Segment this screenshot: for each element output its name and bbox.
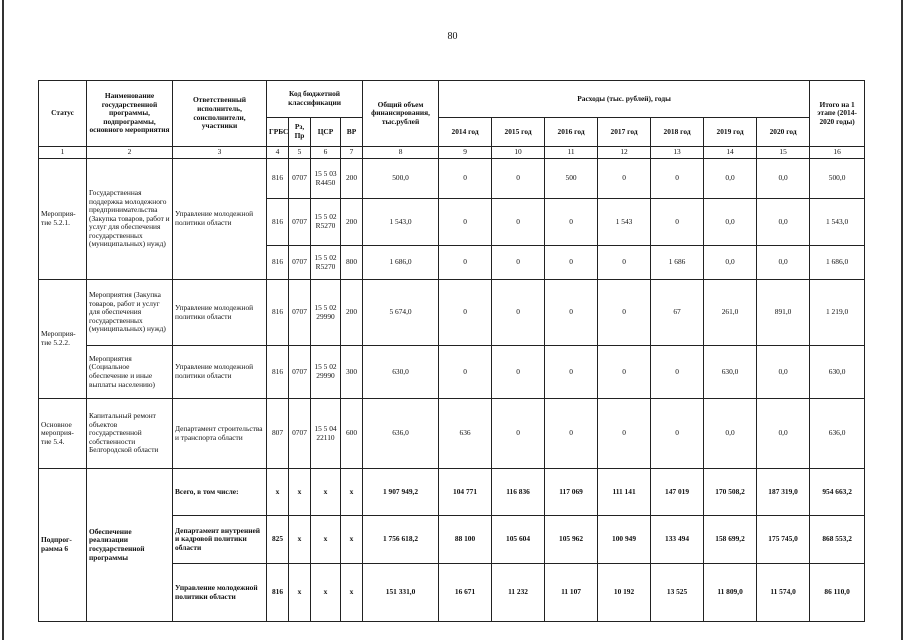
- cell-csr: 15 5 02 29990: [311, 346, 341, 399]
- cell-2019: 0,0: [704, 246, 757, 280]
- row-responsible: Управление молодежной политики области: [173, 159, 267, 280]
- cell-total: 636,0: [363, 399, 439, 469]
- column-number: 9: [439, 147, 492, 159]
- cell-2018: 147 019: [651, 469, 704, 516]
- cell-2016: 11 107: [545, 564, 598, 622]
- cell-2014: 88 100: [439, 516, 492, 564]
- row-name: Обеспечение реализации государственной программы: [87, 469, 173, 622]
- cell-2017: 0: [598, 346, 651, 399]
- cell-2016: 0: [545, 280, 598, 346]
- cell-2019: 261,0: [704, 280, 757, 346]
- header-grbs: ГРБС: [267, 118, 289, 147]
- column-number: 16: [810, 147, 865, 159]
- cell-2016: 0: [545, 399, 598, 469]
- cell-2014: 16 671: [439, 564, 492, 622]
- cell-stage-total: 630,0: [810, 346, 865, 399]
- cell-2015: 0: [492, 246, 545, 280]
- cell-csr: 15 5 02 29990: [311, 280, 341, 346]
- cell-2020: 0,0: [757, 399, 810, 469]
- cell-stage-total: 636,0: [810, 399, 865, 469]
- column-number: 6: [311, 147, 341, 159]
- cell-2014: 0: [439, 246, 492, 280]
- table-row: [39, 469, 865, 516]
- cell-rzpr: 0707: [289, 280, 311, 346]
- cell-stage-total: 1 219,0: [810, 280, 865, 346]
- header-year: 2016 год: [545, 118, 598, 147]
- cell-grbs: 816: [267, 159, 289, 199]
- cell-rzpr: х: [289, 516, 311, 564]
- cell-2020: 175 745,0: [757, 516, 810, 564]
- left-scan-edge: [2, 0, 4, 640]
- cell-2014: 0: [439, 159, 492, 199]
- row-responsible: Управление молодежной политики области: [173, 346, 267, 399]
- column-number: 4: [267, 147, 289, 159]
- header-responsible: Ответственный исполнитель, соисполнители, участники: [173, 81, 267, 147]
- column-number: 15: [757, 147, 810, 159]
- row-responsible: Управление молодежной политики области: [173, 280, 267, 346]
- cell-grbs: 816: [267, 564, 289, 622]
- row-status: Подпрог-рамма 6: [39, 469, 87, 622]
- cell-2019: 158 699,2: [704, 516, 757, 564]
- row-name: Мероприятия (Закупка товаров, работ и услуг для обеспечения государственных (муниципальных) нужд): [87, 280, 173, 346]
- row-responsible: Департамент внутренней и кадровой политики области: [173, 516, 267, 564]
- cell-csr: 15 5 03 R4450: [311, 159, 341, 199]
- cell-2020: 0,0: [757, 346, 810, 399]
- cell-2020: 187 319,0: [757, 469, 810, 516]
- cell-stage-total: 1 543,0: [810, 199, 865, 246]
- right-scan-edge: [901, 0, 903, 640]
- header-vr: ВР: [341, 118, 363, 147]
- cell-2020: 0,0: [757, 199, 810, 246]
- column-number: 10: [492, 147, 545, 159]
- cell-2014: 0: [439, 199, 492, 246]
- cell-2019: 630,0: [704, 346, 757, 399]
- cell-2015: 0: [492, 280, 545, 346]
- cell-2017: 0: [598, 280, 651, 346]
- table-row: [39, 280, 865, 346]
- cell-rzpr: 0707: [289, 199, 311, 246]
- cell-vr: х: [341, 469, 363, 516]
- cell-2018: 13 525: [651, 564, 704, 622]
- table-row: [39, 159, 865, 199]
- row-responsible: Департамент строительства и транспорта области: [173, 399, 267, 469]
- cell-grbs: 816: [267, 246, 289, 280]
- cell-vr: х: [341, 516, 363, 564]
- cell-rzpr: х: [289, 564, 311, 622]
- column-number: 5: [289, 147, 311, 159]
- column-number: 11: [545, 147, 598, 159]
- cell-csr: х: [311, 564, 341, 622]
- cell-2019: 11 809,0: [704, 564, 757, 622]
- cell-2016: 0: [545, 199, 598, 246]
- header-name: Наименование государственной программы, подпрограммы, основного мероприятия: [87, 81, 173, 147]
- cell-vr: 300: [341, 346, 363, 399]
- cell-2019: 0,0: [704, 199, 757, 246]
- cell-2015: 0: [492, 399, 545, 469]
- row-status: Мероприя-тие 5.2.2.: [39, 280, 87, 399]
- cell-total: 630,0: [363, 346, 439, 399]
- cell-2017: 0: [598, 246, 651, 280]
- cell-stage-total: 86 110,0: [810, 564, 865, 622]
- header-budget-code: Код бюджетной классификации: [267, 81, 363, 118]
- cell-stage-total: 954 663,2: [810, 469, 865, 516]
- cell-vr: 800: [341, 246, 363, 280]
- cell-2015: 0: [492, 159, 545, 199]
- cell-grbs: 816: [267, 199, 289, 246]
- cell-grbs: 816: [267, 346, 289, 399]
- cell-2015: 0: [492, 199, 545, 246]
- row-status: Мероприя-тие 5.2.1.: [39, 159, 87, 280]
- cell-2014: 104 771: [439, 469, 492, 516]
- cell-total: 5 674,0: [363, 280, 439, 346]
- cell-grbs: 825: [267, 516, 289, 564]
- cell-rzpr: 0707: [289, 346, 311, 399]
- page-number: 80: [447, 31, 458, 42]
- cell-csr: 15 5 02 R5270: [311, 246, 341, 280]
- cell-csr: 15 5 04 22110: [311, 399, 341, 469]
- cell-total: 500,0: [363, 159, 439, 199]
- cell-2015: 105 604: [492, 516, 545, 564]
- cell-vr: х: [341, 564, 363, 622]
- cell-total: 1 686,0: [363, 246, 439, 280]
- cell-2018: 67: [651, 280, 704, 346]
- cell-total: 151 331,0: [363, 564, 439, 622]
- cell-grbs: х: [267, 469, 289, 516]
- cell-2018: 0: [651, 199, 704, 246]
- cell-stage-total: 868 553,2: [810, 516, 865, 564]
- row-name: Государственная поддержка молодежного предпринимательства (Закупка товаров, работ и услуг для обеспечения государственных (муниципальных) нужд): [87, 159, 173, 280]
- cell-2014: 0: [439, 346, 492, 399]
- cell-vr: 600: [341, 399, 363, 469]
- cell-vr: 200: [341, 159, 363, 199]
- column-number: 13: [651, 147, 704, 159]
- header-total-stage: Итого на 1 этапе (2014-2020 годы): [810, 81, 865, 147]
- cell-csr: х: [311, 469, 341, 516]
- column-number: 1: [39, 147, 87, 159]
- cell-2017: 111 141: [598, 469, 651, 516]
- header-csr: ЦСР: [311, 118, 341, 147]
- row-name: Капитальный ремонт объектов государственной собственности Белгородской области: [87, 399, 173, 469]
- header-year: 2017 год: [598, 118, 651, 147]
- column-number: 7: [341, 147, 363, 159]
- cell-2016: 0: [545, 346, 598, 399]
- column-number: 8: [363, 147, 439, 159]
- cell-vr: 200: [341, 199, 363, 246]
- column-number-row: [39, 147, 865, 159]
- cell-2017: 10 192: [598, 564, 651, 622]
- row-name: Мероприятия (Социальное обеспечение и иные выплаты населению): [87, 346, 173, 399]
- budget-table: [38, 80, 865, 622]
- table-row: [39, 399, 865, 469]
- cell-rzpr: 0707: [289, 159, 311, 199]
- header-year: 2020 год: [757, 118, 810, 147]
- header-rzpr: Рз, Пр: [289, 118, 311, 147]
- cell-rzpr: 0707: [289, 399, 311, 469]
- cell-2019: 0,0: [704, 399, 757, 469]
- cell-2017: 0: [598, 399, 651, 469]
- cell-2019: 0,0: [704, 159, 757, 199]
- header-year: 2014 год: [439, 118, 492, 147]
- header-expenses: Расходы (тыс. рублей), годы: [439, 81, 810, 118]
- cell-2017: 0: [598, 159, 651, 199]
- cell-grbs: 807: [267, 399, 289, 469]
- cell-2016: 500: [545, 159, 598, 199]
- cell-2016: 117 069: [545, 469, 598, 516]
- cell-total: 1 756 618,2: [363, 516, 439, 564]
- cell-grbs: 816: [267, 280, 289, 346]
- cell-2018: 0: [651, 159, 704, 199]
- cell-total: 1 543,0: [363, 199, 439, 246]
- cell-csr: х: [311, 516, 341, 564]
- cell-2020: 0,0: [757, 159, 810, 199]
- cell-2018: 133 494: [651, 516, 704, 564]
- cell-2019: 170 508,2: [704, 469, 757, 516]
- cell-total: 1 907 949,2: [363, 469, 439, 516]
- row-responsible: Всего, в том числе:: [173, 469, 267, 516]
- cell-2016: 0: [545, 246, 598, 280]
- cell-2020: 11 574,0: [757, 564, 810, 622]
- cell-2015: 116 836: [492, 469, 545, 516]
- table-row: [39, 346, 865, 399]
- row-responsible: Управление молодежной политики области: [173, 564, 267, 622]
- cell-csr: 15 5 02 R5270: [311, 199, 341, 246]
- header-year: 2015 год: [492, 118, 545, 147]
- cell-2017: 1 543: [598, 199, 651, 246]
- column-number: 3: [173, 147, 267, 159]
- column-number: 2: [87, 147, 173, 159]
- cell-2014: 636: [439, 399, 492, 469]
- header-total-funding: Общий объем финансирования, тыс.рублей: [363, 81, 439, 147]
- cell-rzpr: х: [289, 469, 311, 516]
- cell-2020: 891,0: [757, 280, 810, 346]
- cell-rzpr: 0707: [289, 246, 311, 280]
- row-status: Основное мероприя-тие 5.4.: [39, 399, 87, 469]
- cell-2018: 0: [651, 399, 704, 469]
- cell-2018: 0: [651, 346, 704, 399]
- cell-2018: 1 686: [651, 246, 704, 280]
- cell-2015: 0: [492, 346, 545, 399]
- header-year: 2019 год: [704, 118, 757, 147]
- cell-2016: 105 962: [545, 516, 598, 564]
- cell-2017: 100 949: [598, 516, 651, 564]
- cell-2015: 11 232: [492, 564, 545, 622]
- cell-stage-total: 500,0: [810, 159, 865, 199]
- cell-stage-total: 1 686,0: [810, 246, 865, 280]
- column-number: 14: [704, 147, 757, 159]
- cell-vr: 200: [341, 280, 363, 346]
- header-year: 2018 год: [651, 118, 704, 147]
- cell-2020: 0,0: [757, 246, 810, 280]
- column-number: 12: [598, 147, 651, 159]
- header-status: Статус: [39, 81, 87, 147]
- cell-2014: 0: [439, 280, 492, 346]
